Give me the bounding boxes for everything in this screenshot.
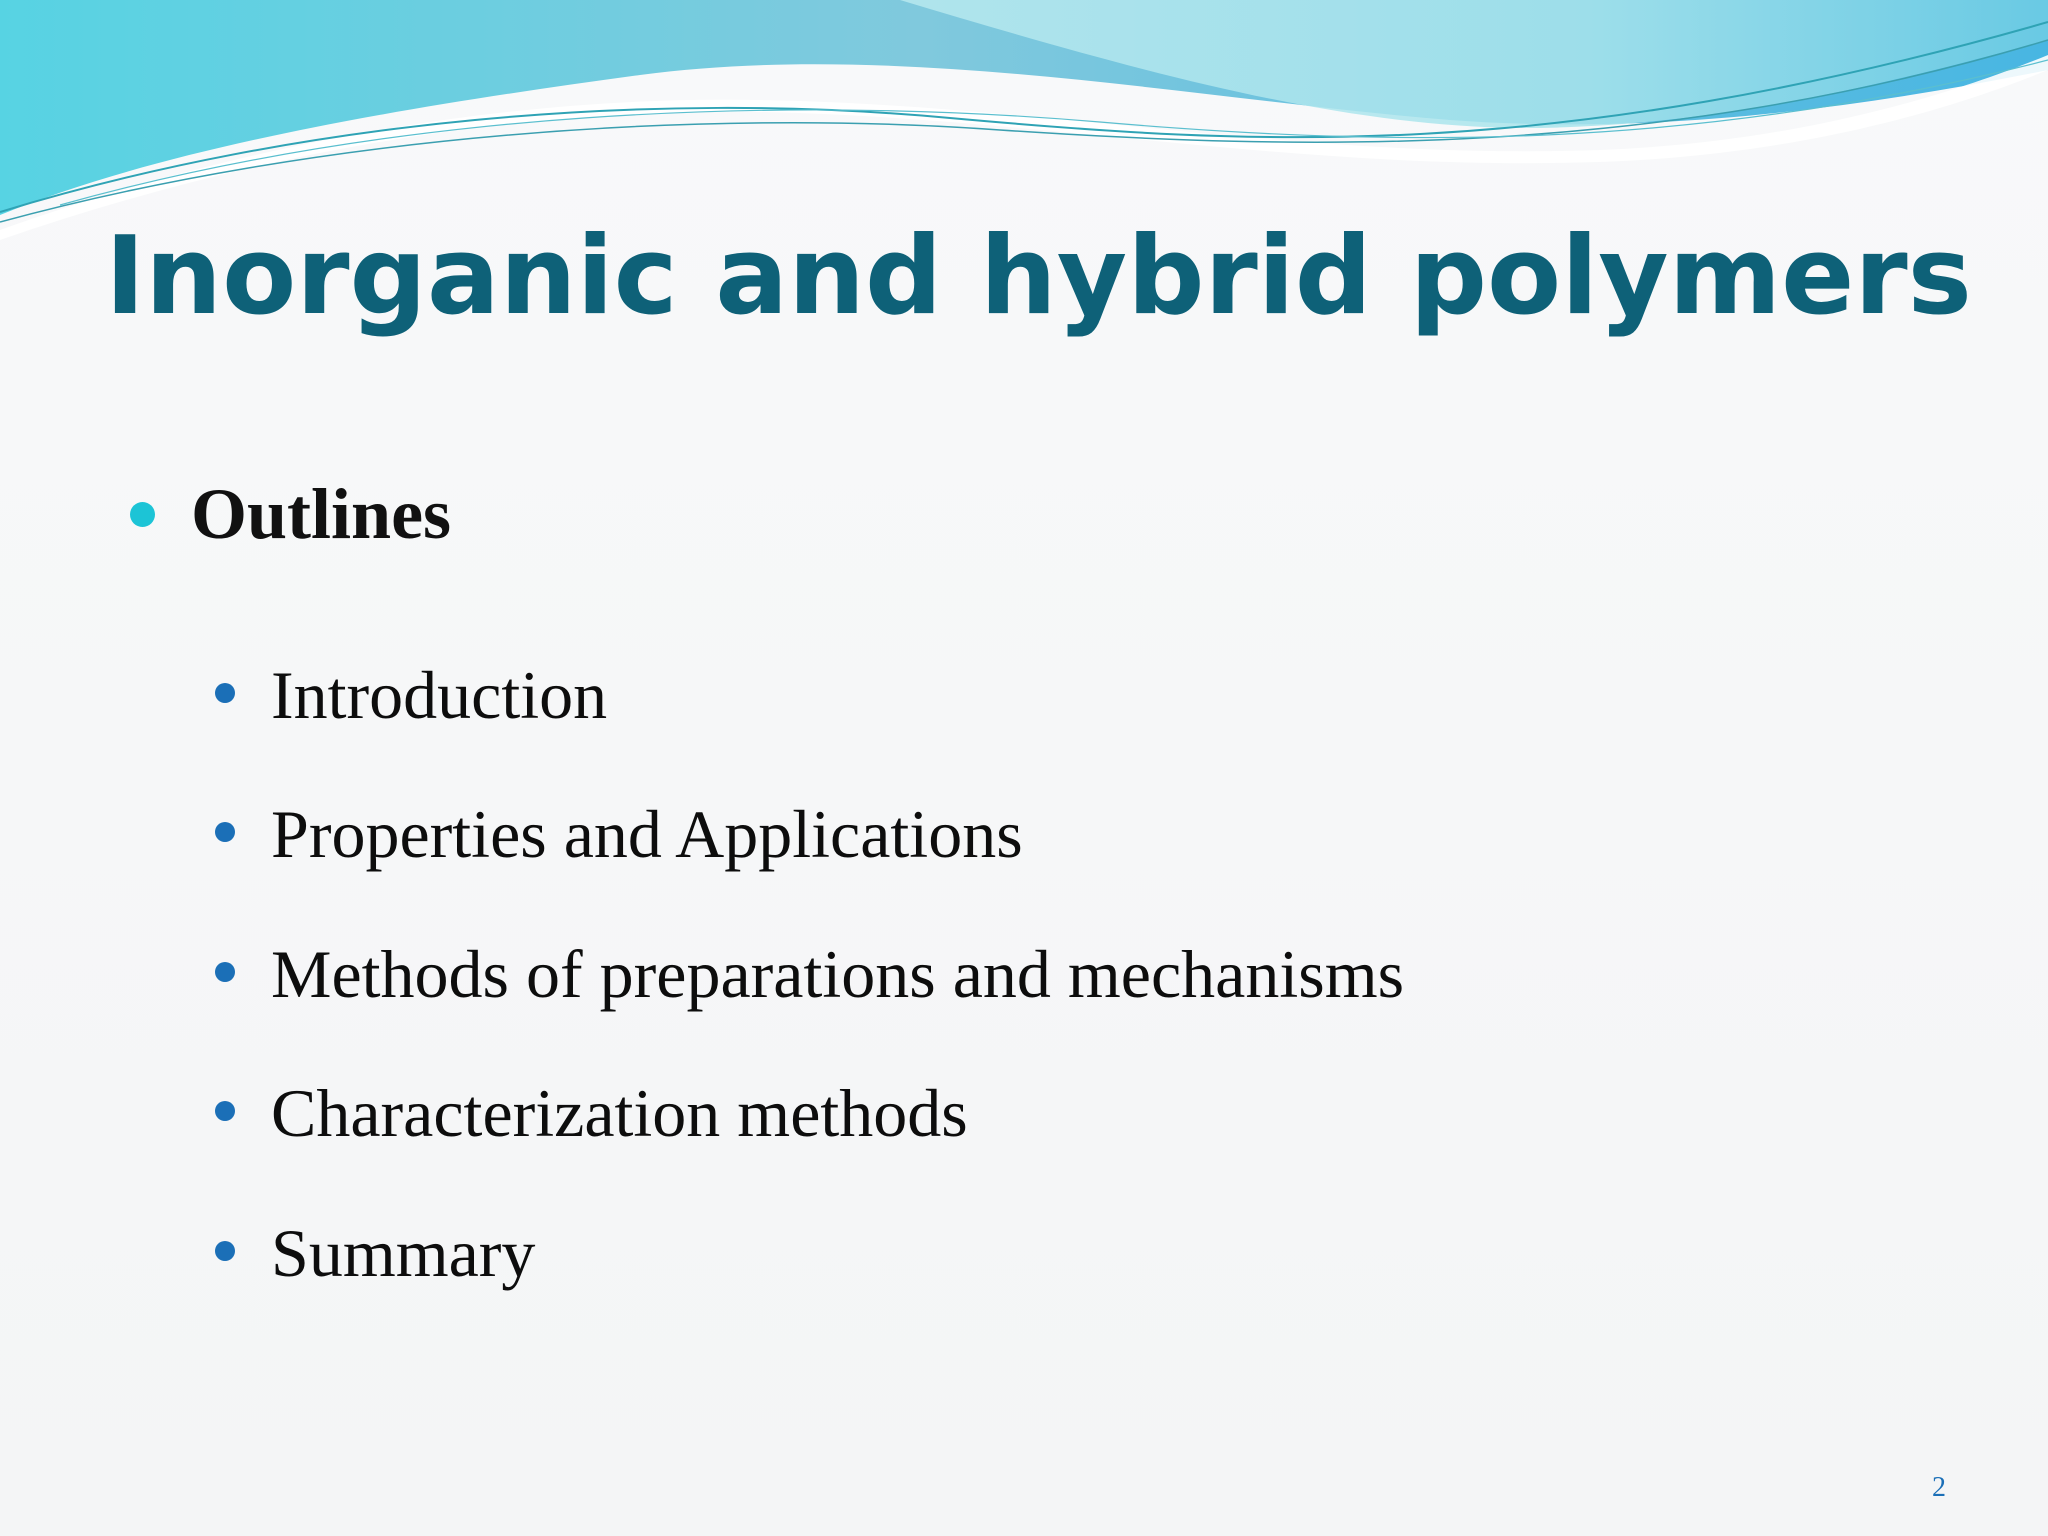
bullet-dot-icon xyxy=(130,502,155,527)
header-wave-decoration xyxy=(0,0,2048,240)
bullet-dot-icon xyxy=(215,683,235,703)
list-item-text: Summary xyxy=(271,1214,536,1291)
list-item xyxy=(215,625,1404,765)
outline-heading: Outlines xyxy=(191,474,452,554)
bullet-dot-icon xyxy=(215,1101,235,1121)
list-item-text: Properties and Applications xyxy=(271,796,1023,873)
list-item-text: Characterization methods xyxy=(271,1075,968,1152)
bullet-dot-icon xyxy=(215,1241,235,1261)
list-item xyxy=(215,1044,1404,1184)
list-item xyxy=(215,904,1404,1044)
list-item-text: Introduction xyxy=(271,656,608,733)
list-item xyxy=(215,765,1404,905)
list-item-text: Methods of preparations and mechanisms xyxy=(271,935,1405,1012)
list-item xyxy=(215,1183,1404,1323)
page-number: 2 xyxy=(1932,1472,1946,1503)
bullet-dot-icon xyxy=(215,962,235,982)
outline-list xyxy=(215,625,1404,1323)
bullet-dot-icon xyxy=(215,822,235,842)
slide-title: Inorganic and hybrid polymers xyxy=(105,214,1972,339)
outline-heading-bullet xyxy=(130,474,452,554)
